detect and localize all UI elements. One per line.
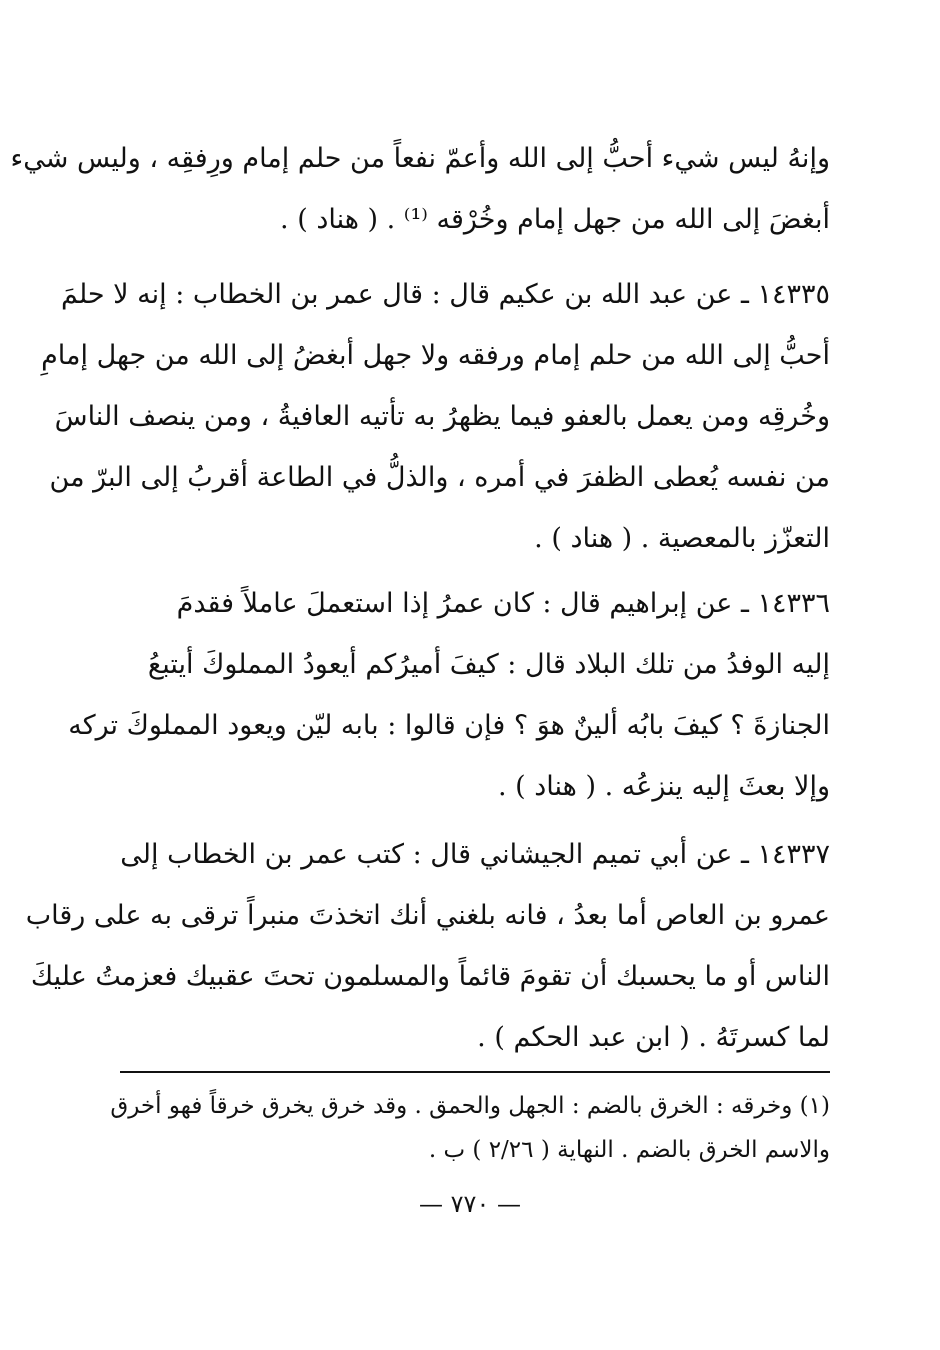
paragraph-line: التعزّز بالمعصية . ( هناد ) .: [534, 523, 830, 554]
paragraph-line: وخُرقِه ومن يعمل بالعفو فيما يظهرُ به تأتيه العافيةُ ، ومن ينصف الناسَ: [54, 401, 830, 432]
paragraph-line: ١٤٣٣٧ ـ عن أبي تميم الجيشاني قال : كتب عمر بن الخطاب إلى: [120, 839, 830, 870]
paragraph-line: وإلا بعثَ إليه ينزعُه . ( هناد ) .: [497, 771, 830, 802]
paragraph-line: لما كسرتَهُ . ( ابن عبد الحكم ) .: [477, 1022, 830, 1053]
footnote-line: (١) وخرقه : الخرق بالضم : الجهل والحمق . وقد خرق يخرق خرقاً فهو أخرق: [110, 1093, 830, 1119]
footnote: [110, 1084, 830, 1172]
footnote-divider: [120, 1071, 830, 1073]
paragraph-line: الجنازةَ ؟ كيفَ بابُه ألينٌ هوَ ؟ فإن قالوا : بابه ليّن ويعود المملوكَ تركه: [68, 710, 830, 741]
hadith-14336: [68, 573, 830, 817]
paragraph-line: أبغضَ إلى الله من جهل إمام وخُرْقه ⁽¹⁾ . ( هناد ) .: [280, 204, 830, 235]
paragraph-intro: [10, 128, 830, 250]
paragraph-line: عمرو بن العاص أما بعدُ ، فانه بلغني أنك اتخذتَ منبراً ترقى به على رقاب: [25, 900, 830, 931]
paragraph-line: وإنهُ ليس شيء أحبُّ إلى الله وأعمّ نفعاً من حلم إمام ورِفقِه ، وليس شيء: [10, 143, 830, 174]
paragraph-line: من نفسه يُعطى الظفرَ في أمره ، والذلُّ في الطاعة أقربُ إلى البرّ من: [49, 462, 830, 493]
paragraph-line: ١٤٣٣٥ ـ عن عبد الله بن عكيم قال : قال عمر بن الخطاب : إنه لا حلمَ: [60, 279, 830, 310]
hadith-14337: [25, 824, 830, 1068]
paragraph-line: ١٤٣٣٦ ـ عن إبراهيم قال : كان عمرُ إذا استعملَ عاملاً فقدمَ: [176, 588, 830, 619]
page-number: — ٧٧٠ —: [419, 1190, 521, 1218]
footnote-line: والاسم الخرق بالضم . النهاية ( ٢/٢٦ ) ب .: [428, 1137, 830, 1163]
paragraph-line: أحبُّ إلى الله من حلم إمام ورفقه ولا جهل أبغضُ إلى الله من جهل إمامِ: [41, 340, 830, 371]
hadith-14335: [41, 264, 830, 569]
paragraph-line: الناس أو ما يحسبك أن تقومَ قائماً والمسلمون تحتَ عقبيك فعزمتُ عليكَ: [30, 961, 830, 992]
paragraph-line: إليه الوفدُ من تلك البلاد قال : كيفَ أميرُكم أيعودُ المملوكَ أيتبعُ: [147, 649, 830, 680]
